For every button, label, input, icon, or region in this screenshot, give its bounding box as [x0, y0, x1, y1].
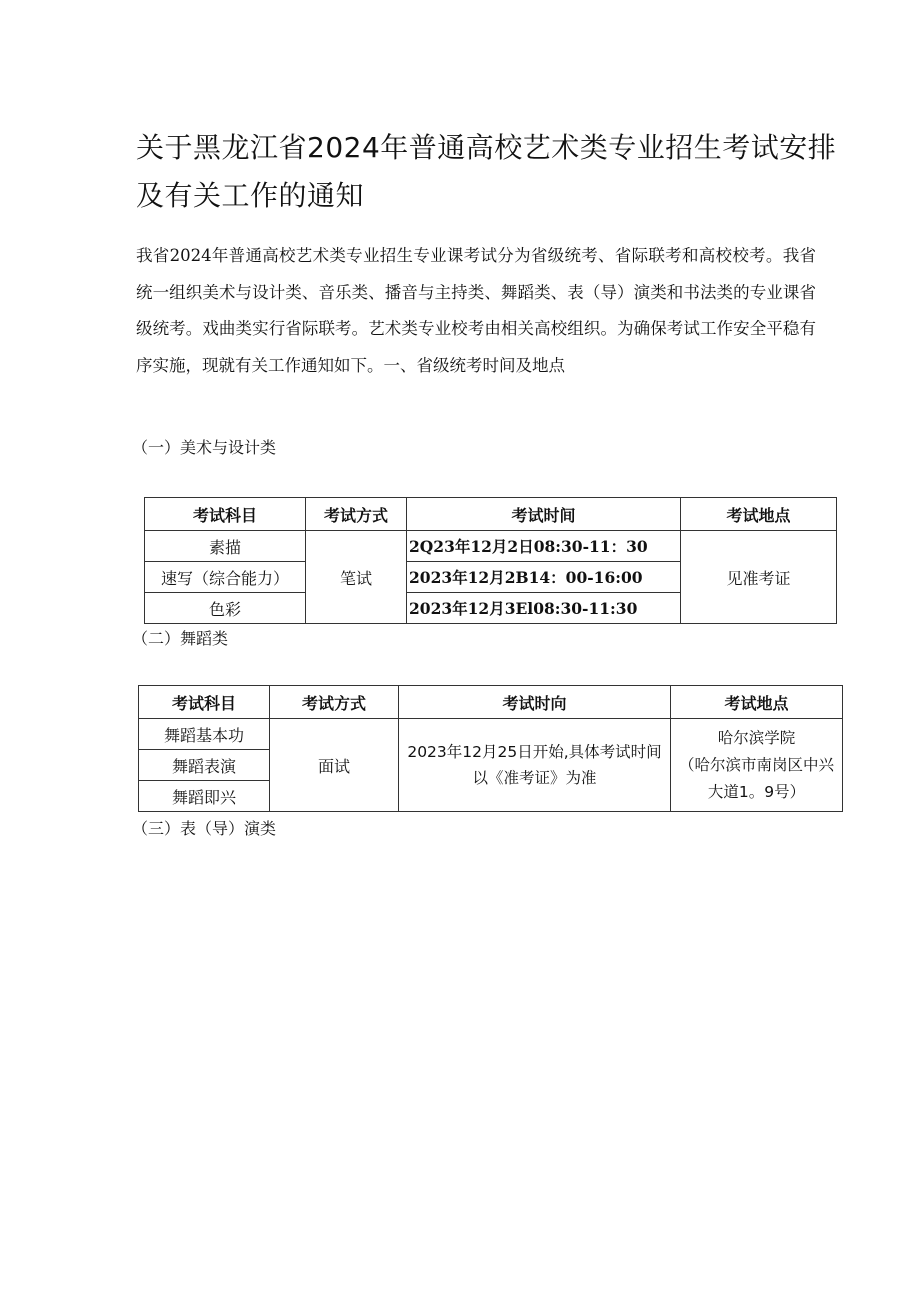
subject-cell: 舞蹈基本功: [139, 719, 270, 750]
header-method: 考试方式: [270, 686, 399, 719]
header-time: 考试时向: [399, 686, 671, 719]
subject-cell: 素描: [145, 531, 306, 562]
header-location: 考试地点: [681, 498, 837, 531]
subject-cell: 舞蹈即兴: [139, 781, 270, 812]
header-subject: 考试科目: [139, 686, 270, 719]
location-name: 哈尔滨学院: [717, 728, 796, 747]
time-cell: 2023年12月3El08:30-11:30: [407, 593, 681, 624]
header-location: 考试地点: [671, 686, 843, 719]
time-cell: 2023年12月25日开始,具体考试时间以《准考证》为准: [399, 719, 671, 812]
section-heading-art-design: （一）美术与设计类: [132, 438, 277, 457]
intro-paragraph: 我省2024年普通高校艺术类专业招生专业课考试分为省级统考、省际联考和高校校考。我省统一组织美术与设计类、音乐类、播音与主持类、舞蹈类、表（导）演类和书法类的专业课省级统考。戏曲类实行省际联考。艺术类专业校考由相关高校组织。为确保考试工作安全平稳有序实施，现就有关工作通知如下。一、省级统考时间及地点: [136, 246, 816, 375]
location-cell: 见准考证: [681, 531, 837, 624]
location-address: （哈尔滨市南岗区中兴大道1。9号）: [678, 755, 834, 801]
dance-exam-table: [138, 685, 843, 812]
table-header-row: [139, 686, 843, 719]
method-cell: 面试: [270, 719, 399, 812]
header-subject: 考试科目: [145, 498, 306, 531]
section-heading-dance: （二）舞蹈类: [132, 629, 229, 648]
subject-cell: 色彩: [145, 593, 306, 624]
method-cell: 笔试: [306, 531, 407, 624]
page-title: 关于黑龙江省2024年普通高校艺术类专业招生考试安排及有关工作的通知: [136, 131, 837, 212]
section-heading-performance: （三）表（导）演类: [132, 819, 277, 838]
subject-cell: 速写（综合能力）: [145, 562, 306, 593]
time-cell: 2023年12月2B14：00-16:00: [407, 562, 681, 593]
subject-cell: 舞蹈表演: [139, 750, 270, 781]
table-row: [145, 531, 837, 562]
table-row: [139, 719, 843, 750]
art-design-exam-table: [144, 497, 837, 624]
location-cell: [671, 719, 843, 812]
header-method: 考试方式: [306, 498, 407, 531]
time-cell: 2Q23年12月2日08:30-11：30: [407, 531, 681, 562]
table-header-row: [145, 498, 837, 531]
header-time: 考试时间: [407, 498, 681, 531]
